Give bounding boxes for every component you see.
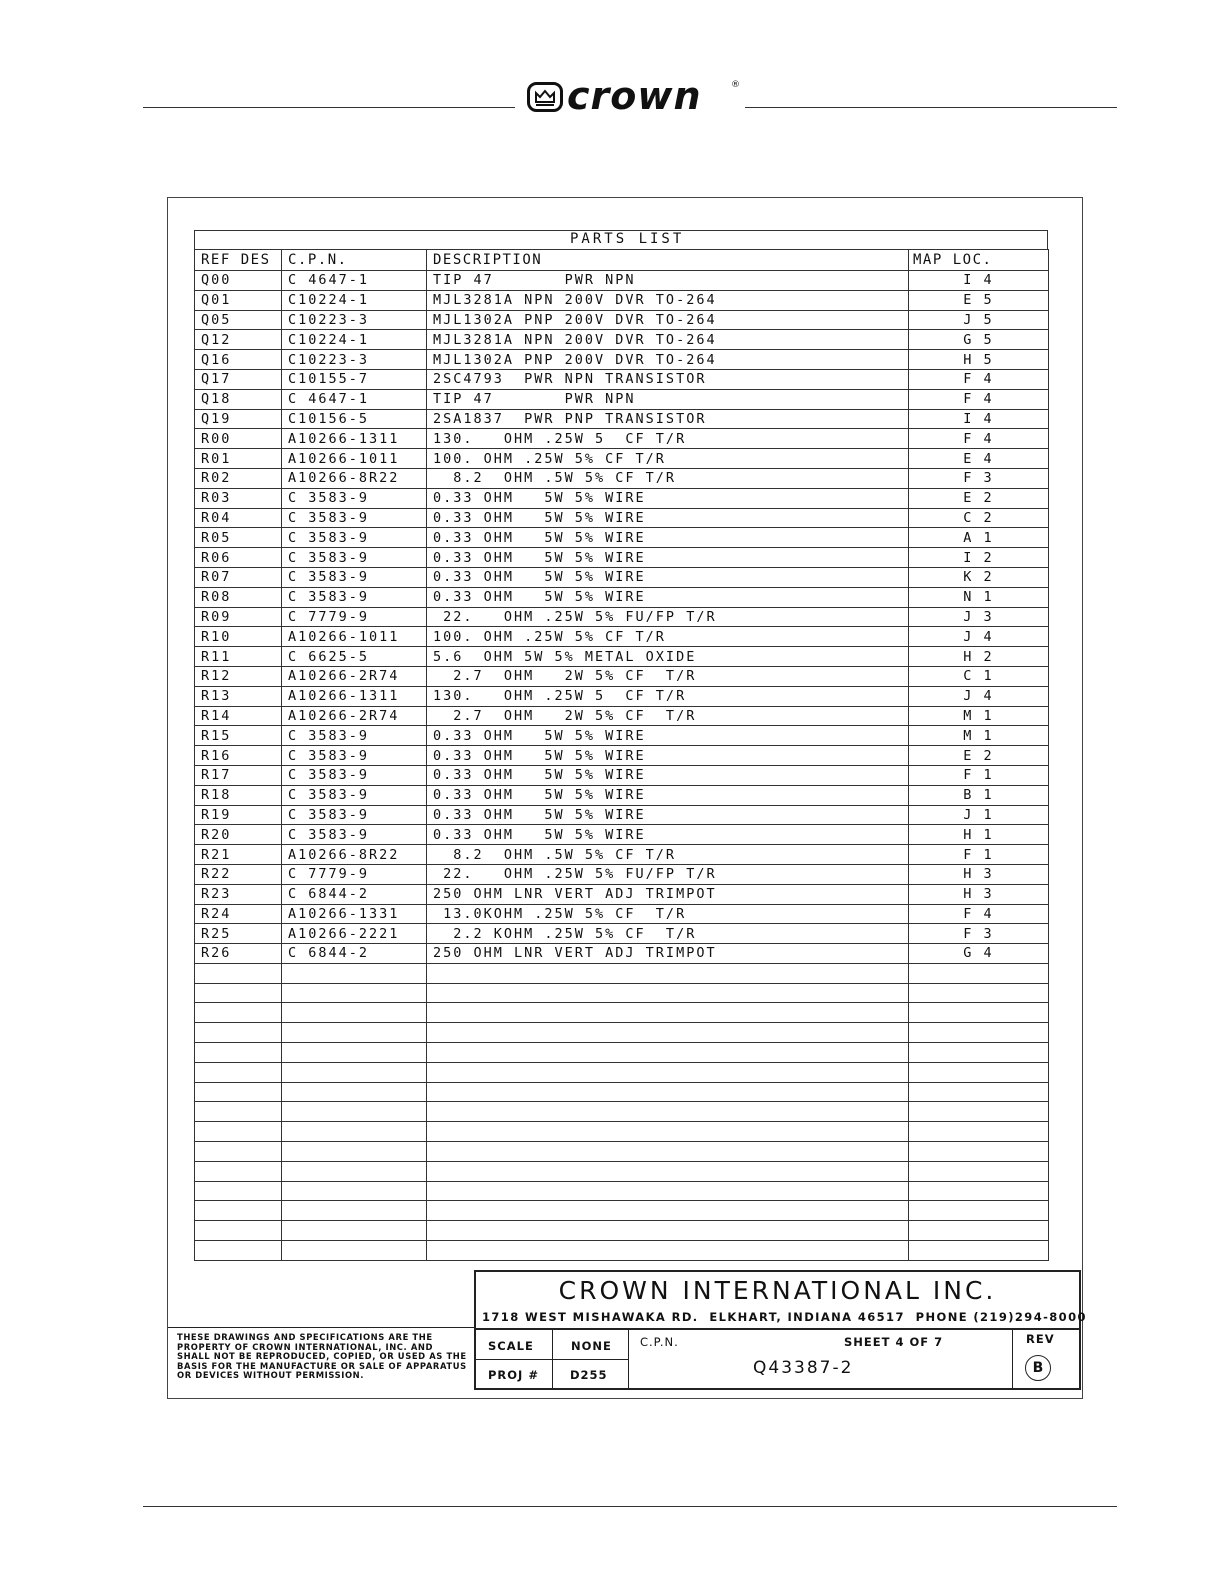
- table-row: [195, 567, 1049, 587]
- cell-cpn: A10266-8R22: [282, 468, 427, 488]
- empty-cell: [427, 1062, 909, 1082]
- empty-row: [195, 1102, 1049, 1122]
- cell-ref-des: R25: [195, 924, 282, 944]
- cell-map-loc: F 3: [909, 924, 1049, 944]
- cell-cpn: C 3583-9: [282, 488, 427, 508]
- cell-map-loc: H 3: [909, 884, 1049, 904]
- cell-ref-des: R04: [195, 508, 282, 528]
- table-row: [195, 310, 1049, 330]
- cell-ref-des: R05: [195, 528, 282, 548]
- cell-ref-des: R21: [195, 845, 282, 865]
- cell-ref-des: Q12: [195, 330, 282, 350]
- grid-divider: [552, 1330, 553, 1390]
- empty-cell: [282, 983, 427, 1003]
- cell-description: 2.7 OHM 2W 5% CF T/R: [427, 666, 909, 686]
- cell-cpn: C 3583-9: [282, 785, 427, 805]
- cell-map-loc: M 1: [909, 726, 1049, 746]
- table-row: [195, 369, 1049, 389]
- cell-map-loc: J 1: [909, 805, 1049, 825]
- cell-ref-des: R16: [195, 746, 282, 766]
- crown-logo: [527, 74, 742, 118]
- cell-map-loc: H 3: [909, 864, 1049, 884]
- cell-ref-des: R06: [195, 548, 282, 568]
- table-row: [195, 587, 1049, 607]
- cell-description: 0.33 OHM 5W 5% WIRE: [427, 726, 909, 746]
- cell-ref-des: R24: [195, 904, 282, 924]
- empty-cell: [195, 1043, 282, 1063]
- empty-row: [195, 1023, 1049, 1043]
- cell-cpn: A10266-2R74: [282, 706, 427, 726]
- cell-map-loc: F 4: [909, 429, 1049, 449]
- empty-cell: [282, 1241, 427, 1261]
- cell-map-loc: H 1: [909, 825, 1049, 845]
- cell-ref-des: R17: [195, 765, 282, 785]
- table-row: [195, 845, 1049, 865]
- cell-description: 2.7 OHM 2W 5% CF T/R: [427, 706, 909, 726]
- cell-ref-des: Q18: [195, 389, 282, 409]
- empty-row: [195, 983, 1049, 1003]
- empty-cell: [195, 1122, 282, 1142]
- drawing-sheet: [167, 197, 1087, 1399]
- cell-cpn: C10155-7: [282, 369, 427, 389]
- cell-map-loc: G 4: [909, 944, 1049, 964]
- empty-cell: [195, 1181, 282, 1201]
- company-name: CROWN INTERNATIONAL INC.: [558, 1276, 997, 1305]
- table-row: [195, 944, 1049, 964]
- cell-ref-des: R14: [195, 706, 282, 726]
- empty-cell: [909, 1122, 1049, 1142]
- cell-description: MJL1302A PNP 200V DVR TO-264: [427, 350, 909, 370]
- empty-cell: [282, 1161, 427, 1181]
- table-row: [195, 726, 1049, 746]
- cell-ref-des: R02: [195, 468, 282, 488]
- empty-row: [195, 1062, 1049, 1082]
- col-cpn: C.P.N.: [282, 250, 427, 271]
- table-row: [195, 924, 1049, 944]
- cell-description: 8.2 OHM .5W 5% CF T/R: [427, 468, 909, 488]
- cell-cpn: C 4647-1: [282, 389, 427, 409]
- empty-cell: [909, 1241, 1049, 1261]
- empty-row: [195, 1003, 1049, 1023]
- empty-cell: [195, 1241, 282, 1261]
- empty-cell: [909, 1142, 1049, 1162]
- cell-map-loc: E 5: [909, 290, 1049, 310]
- cell-description: 22. OHM .25W 5% FU/FP T/R: [427, 864, 909, 884]
- cell-map-loc: E 2: [909, 488, 1049, 508]
- cell-map-loc: G 5: [909, 330, 1049, 350]
- notice-divider: [168, 1327, 474, 1328]
- empty-cell: [427, 983, 909, 1003]
- empty-cell: [909, 963, 1049, 983]
- empty-cell: [909, 1181, 1049, 1201]
- cell-description: 0.33 OHM 5W 5% WIRE: [427, 825, 909, 845]
- empty-cell: [427, 963, 909, 983]
- cell-cpn: C 3583-9: [282, 765, 427, 785]
- cell-description: 0.33 OHM 5W 5% WIRE: [427, 765, 909, 785]
- empty-cell: [909, 1062, 1049, 1082]
- cell-ref-des: R18: [195, 785, 282, 805]
- cell-ref-des: R03: [195, 488, 282, 508]
- empty-cell: [195, 1102, 282, 1122]
- table-row: [195, 528, 1049, 548]
- cell-description: 22. OHM .25W 5% FU/FP T/R: [427, 607, 909, 627]
- empty-row: [195, 1142, 1049, 1162]
- empty-row: [195, 1241, 1049, 1261]
- grid-divider: [476, 1359, 628, 1360]
- empty-cell: [909, 1161, 1049, 1181]
- empty-cell: [427, 1201, 909, 1221]
- cell-map-loc: A 1: [909, 528, 1049, 548]
- cell-description: 13.0KOHM .25W 5% CF T/R: [427, 904, 909, 924]
- cell-description: 130. OHM .25W 5 CF T/R: [427, 686, 909, 706]
- empty-cell: [282, 963, 427, 983]
- cell-description: 100. OHM .25W 5% CF T/R: [427, 449, 909, 469]
- header-rule-right: [745, 107, 1117, 108]
- empty-cell: [195, 1221, 282, 1241]
- cell-ref-des: Q05: [195, 310, 282, 330]
- empty-cell: [282, 1023, 427, 1043]
- cell-description: TIP 47 PWR NPN: [427, 389, 909, 409]
- cell-map-loc: F 1: [909, 845, 1049, 865]
- cell-cpn: C 3583-9: [282, 567, 427, 587]
- cell-ref-des: Q00: [195, 271, 282, 291]
- empty-cell: [195, 1062, 282, 1082]
- cell-cpn: C 3583-9: [282, 528, 427, 548]
- cell-map-loc: M 1: [909, 706, 1049, 726]
- empty-row: [195, 1221, 1049, 1241]
- empty-row: [195, 1122, 1049, 1142]
- cell-description: 250 OHM LNR VERT ADJ TRIMPOT: [427, 884, 909, 904]
- table-row: [195, 666, 1049, 686]
- cell-cpn: A10266-1011: [282, 627, 427, 647]
- company-address: 1718 WEST MISHAWAKA RD. ELKHART, INDIANA 46517 PHONE (219)294-8000: [482, 1310, 1087, 1324]
- empty-cell: [282, 1181, 427, 1201]
- cell-description: 5.6 OHM 5W 5% METAL OXIDE: [427, 647, 909, 667]
- cell-map-loc: I 2: [909, 548, 1049, 568]
- cell-ref-des: Q17: [195, 369, 282, 389]
- table-row: [195, 706, 1049, 726]
- cell-cpn: C 3583-9: [282, 548, 427, 568]
- empty-row: [195, 1161, 1049, 1181]
- cell-ref-des: R26: [195, 944, 282, 964]
- cell-map-loc: E 2: [909, 746, 1049, 766]
- col-map-loc: MAP LOC.: [909, 250, 1049, 271]
- cell-cpn: A10266-1011: [282, 449, 427, 469]
- empty-cell: [282, 1003, 427, 1023]
- cell-cpn: A10266-1311: [282, 686, 427, 706]
- cell-map-loc: H 2: [909, 647, 1049, 667]
- property-notice: THESE DRAWINGS AND SPECIFICATIONS ARE THE PROPERTY OF CROWN INTERNATIONAL, INC. AND SHALL NOT BE REPRODUCED, COPIED, OR USED AS THE BASIS FOR THE MANUFACTURE OR SALE OF APPARATUS OR DEVICES WITHOUT PERMISSION.: [177, 1332, 467, 1381]
- registered-mark: ®: [731, 80, 740, 90]
- cell-cpn: C10223-3: [282, 350, 427, 370]
- cell-cpn: C 7779-9: [282, 607, 427, 627]
- cell-map-loc: F 4: [909, 369, 1049, 389]
- empty-cell: [282, 1082, 427, 1102]
- empty-row: [195, 1201, 1049, 1221]
- cell-description: 0.33 OHM 5W 5% WIRE: [427, 528, 909, 548]
- title-block-grid: [476, 1328, 1079, 1390]
- parts-list-title-row: [194, 230, 1048, 249]
- cell-map-loc: F 1: [909, 765, 1049, 785]
- cell-cpn: C 3583-9: [282, 805, 427, 825]
- cell-description: 0.33 OHM 5W 5% WIRE: [427, 508, 909, 528]
- grid-divider: [1012, 1330, 1013, 1390]
- parts-table-header: [195, 250, 1049, 271]
- empty-cell: [282, 1221, 427, 1241]
- cell-description: 130. OHM .25W 5 CF T/R: [427, 429, 909, 449]
- table-row: [195, 825, 1049, 845]
- table-row: [195, 746, 1049, 766]
- table-row: [195, 449, 1049, 469]
- cell-cpn: C 6844-2: [282, 944, 427, 964]
- cell-description: 0.33 OHM 5W 5% WIRE: [427, 805, 909, 825]
- cpn-label: C.P.N.: [640, 1335, 679, 1349]
- cell-ref-des: Q01: [195, 290, 282, 310]
- empty-cell: [427, 1181, 909, 1201]
- cell-map-loc: C 2: [909, 508, 1049, 528]
- cell-map-loc: J 4: [909, 627, 1049, 647]
- cell-ref-des: R11: [195, 647, 282, 667]
- table-row: [195, 468, 1049, 488]
- cell-description: 2.2 KOHM .25W 5% CF T/R: [427, 924, 909, 944]
- cell-cpn: C 7779-9: [282, 864, 427, 884]
- cell-map-loc: I 4: [909, 409, 1049, 429]
- cell-ref-des: R08: [195, 587, 282, 607]
- cell-ref-des: R10: [195, 627, 282, 647]
- cell-map-loc: J 4: [909, 686, 1049, 706]
- empty-cell: [282, 1062, 427, 1082]
- parts-list: [194, 230, 1048, 1261]
- empty-cell: [427, 1241, 909, 1261]
- cell-cpn: C10223-3: [282, 310, 427, 330]
- empty-cell: [427, 1003, 909, 1023]
- empty-cell: [427, 1023, 909, 1043]
- cell-map-loc: J 5: [909, 310, 1049, 330]
- cell-ref-des: R20: [195, 825, 282, 845]
- scale-value: NONE: [571, 1339, 612, 1353]
- empty-cell: [427, 1102, 909, 1122]
- empty-cell: [282, 1043, 427, 1063]
- empty-cell: [909, 1221, 1049, 1241]
- cell-cpn: C 3583-9: [282, 587, 427, 607]
- empty-cell: [427, 1161, 909, 1181]
- cell-cpn: C10224-1: [282, 290, 427, 310]
- cell-description: TIP 47 PWR NPN: [427, 271, 909, 291]
- empty-row: [195, 1043, 1049, 1063]
- crown-emblem-icon: [527, 82, 563, 112]
- empty-cell: [195, 1142, 282, 1162]
- empty-cell: [195, 963, 282, 983]
- empty-cell: [909, 1102, 1049, 1122]
- cell-description: 250 OHM LNR VERT ADJ TRIMPOT: [427, 944, 909, 964]
- empty-cell: [195, 1201, 282, 1221]
- cell-ref-des: R23: [195, 884, 282, 904]
- table-row: [195, 429, 1049, 449]
- title-block: [474, 1270, 1087, 1390]
- cell-ref-des: R07: [195, 567, 282, 587]
- cell-map-loc: F 4: [909, 904, 1049, 924]
- cell-description: 0.33 OHM 5W 5% WIRE: [427, 746, 909, 766]
- table-row: [195, 271, 1049, 291]
- table-row: [195, 627, 1049, 647]
- cell-cpn: C 3583-9: [282, 726, 427, 746]
- table-row: [195, 686, 1049, 706]
- empty-cell: [195, 1023, 282, 1043]
- cell-map-loc: J 3: [909, 607, 1049, 627]
- cell-cpn: A10266-1331: [282, 904, 427, 924]
- table-row: [195, 785, 1049, 805]
- cell-cpn: A10266-8R22: [282, 845, 427, 865]
- cell-description: 0.33 OHM 5W 5% WIRE: [427, 548, 909, 568]
- rev-value: B: [1025, 1355, 1051, 1381]
- cell-map-loc: E 4: [909, 449, 1049, 469]
- table-row: [195, 805, 1049, 825]
- table-row: [195, 350, 1049, 370]
- cell-ref-des: R00: [195, 429, 282, 449]
- cell-ref-des: R15: [195, 726, 282, 746]
- cell-description: MJL3281A NPN 200V DVR TO-264: [427, 330, 909, 350]
- cell-ref-des: Q19: [195, 409, 282, 429]
- cell-description: 100. OHM .25W 5% CF T/R: [427, 627, 909, 647]
- sheet-number: SHEET 4 OF 7: [844, 1335, 944, 1349]
- cell-description: 0.33 OHM 5W 5% WIRE: [427, 785, 909, 805]
- cell-description: 2SC4793 PWR NPN TRANSISTOR: [427, 369, 909, 389]
- cell-cpn: C10224-1: [282, 330, 427, 350]
- table-row: [195, 647, 1049, 667]
- cell-cpn: C10156-5: [282, 409, 427, 429]
- cell-description: 2SA1837 PWR PNP TRANSISTOR: [427, 409, 909, 429]
- table-row: [195, 290, 1049, 310]
- cell-description: 0.33 OHM 5W 5% WIRE: [427, 587, 909, 607]
- cell-ref-des: R22: [195, 864, 282, 884]
- cell-map-loc: F 3: [909, 468, 1049, 488]
- table-row: [195, 765, 1049, 785]
- drawing-number: Q43387-2: [753, 1358, 854, 1378]
- empty-cell: [427, 1221, 909, 1241]
- empty-cell: [909, 1023, 1049, 1043]
- empty-cell: [195, 1161, 282, 1181]
- cell-ref-des: R13: [195, 686, 282, 706]
- cell-cpn: A10266-2221: [282, 924, 427, 944]
- cell-ref-des: R19: [195, 805, 282, 825]
- empty-cell: [195, 1003, 282, 1023]
- empty-cell: [427, 1142, 909, 1162]
- col-ref-des: REF DES: [195, 250, 282, 271]
- cell-map-loc: N 1: [909, 587, 1049, 607]
- cell-ref-des: R09: [195, 607, 282, 627]
- empty-cell: [282, 1122, 427, 1142]
- cell-map-loc: F 4: [909, 389, 1049, 409]
- cell-ref-des: R12: [195, 666, 282, 686]
- cell-description: MJL1302A PNP 200V DVR TO-264: [427, 310, 909, 330]
- cell-cpn: C 3583-9: [282, 746, 427, 766]
- empty-cell: [909, 1003, 1049, 1023]
- cell-map-loc: K 2: [909, 567, 1049, 587]
- cell-cpn: C 3583-9: [282, 508, 427, 528]
- table-row: [195, 488, 1049, 508]
- cell-map-loc: H 5: [909, 350, 1049, 370]
- empty-cell: [282, 1102, 427, 1122]
- col-description: DESCRIPTION: [427, 250, 909, 271]
- proj-label: PROJ #: [488, 1368, 539, 1382]
- cell-cpn: A10266-2R74: [282, 666, 427, 686]
- cell-description: 0.33 OHM 5W 5% WIRE: [427, 567, 909, 587]
- table-row: [195, 389, 1049, 409]
- table-row: [195, 884, 1049, 904]
- brand-name: crown: [567, 74, 702, 118]
- rev-label: REV: [1026, 1332, 1055, 1346]
- cell-cpn: C 3583-9: [282, 825, 427, 845]
- empty-cell: [909, 1043, 1049, 1063]
- scale-label: SCALE: [488, 1339, 534, 1353]
- empty-row: [195, 963, 1049, 983]
- empty-cell: [909, 1082, 1049, 1102]
- table-row: [195, 864, 1049, 884]
- cell-map-loc: C 1: [909, 666, 1049, 686]
- grid-divider: [628, 1330, 629, 1390]
- empty-cell: [282, 1142, 427, 1162]
- parts-table: [194, 249, 1049, 1261]
- table-row: [195, 904, 1049, 924]
- cell-ref-des: R01: [195, 449, 282, 469]
- table-row: [195, 607, 1049, 627]
- cell-cpn: A10266-1311: [282, 429, 427, 449]
- cell-map-loc: I 4: [909, 271, 1049, 291]
- cell-ref-des: Q16: [195, 350, 282, 370]
- empty-cell: [195, 1082, 282, 1102]
- empty-cell: [427, 1043, 909, 1063]
- footer-rule: [143, 1506, 1117, 1507]
- empty-cell: [909, 983, 1049, 1003]
- cell-map-loc: B 1: [909, 785, 1049, 805]
- empty-row: [195, 1181, 1049, 1201]
- table-row: [195, 548, 1049, 568]
- table-row: [195, 409, 1049, 429]
- cell-cpn: C 4647-1: [282, 271, 427, 291]
- cell-description: 0.33 OHM 5W 5% WIRE: [427, 488, 909, 508]
- cell-cpn: C 6844-2: [282, 884, 427, 904]
- empty-row: [195, 1082, 1049, 1102]
- table-row: [195, 330, 1049, 350]
- cell-cpn: C 6625-5: [282, 647, 427, 667]
- proj-value: D255: [570, 1368, 608, 1382]
- cell-description: MJL3281A NPN 200V DVR TO-264: [427, 290, 909, 310]
- empty-cell: [909, 1201, 1049, 1221]
- empty-cell: [427, 1122, 909, 1142]
- table-row: [195, 508, 1049, 528]
- empty-cell: [427, 1082, 909, 1102]
- parts-list-title: PARTS LIST: [570, 231, 685, 247]
- empty-cell: [195, 983, 282, 1003]
- header-rule-left: [143, 107, 515, 108]
- empty-cell: [282, 1201, 427, 1221]
- cell-description: 8.2 OHM .5W 5% CF T/R: [427, 845, 909, 865]
